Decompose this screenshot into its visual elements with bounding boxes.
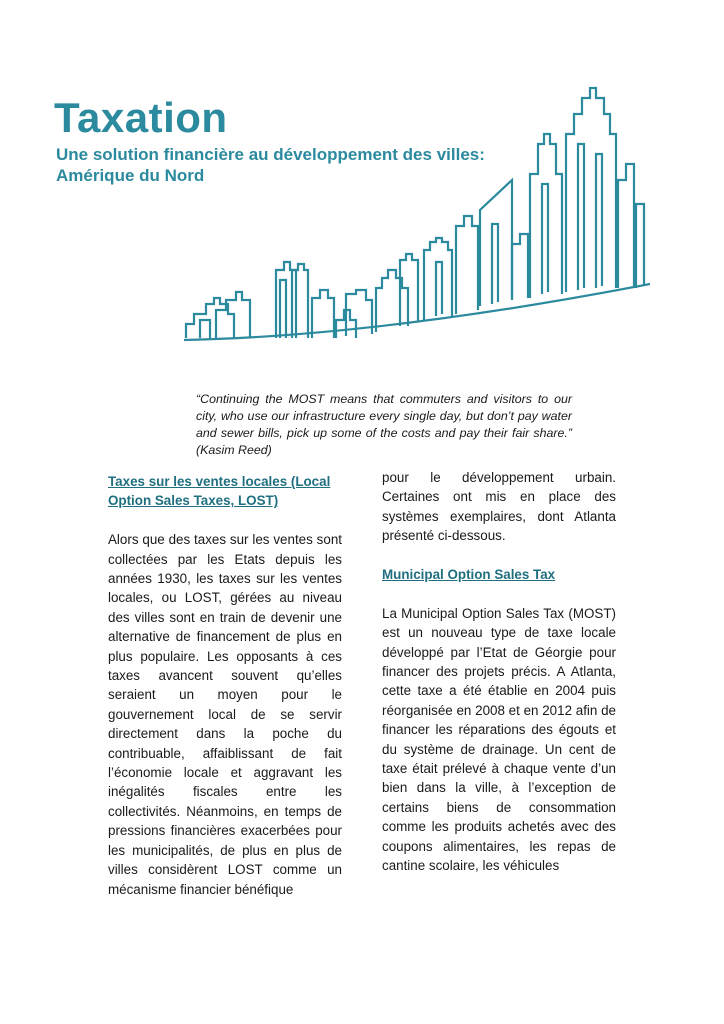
skyline-building bbox=[596, 154, 602, 288]
skyline-building bbox=[200, 320, 210, 338]
pull-quote: “Continuing the MOST means that commuters and visitors to our city, who use our infrastructure every single day, but don’t pay water and sewer bills, pick up some of the costs and pay their fair share.” (Kasim Reed) bbox=[196, 392, 572, 457]
skyline-building bbox=[566, 88, 616, 292]
section-heading-most: Municipal Option Sales Tax bbox=[382, 567, 556, 583]
skyline-building bbox=[542, 184, 548, 294]
left-column bbox=[108, 472, 342, 899]
skyline-building bbox=[480, 180, 512, 306]
skyline-building bbox=[636, 204, 644, 288]
skyline-building bbox=[424, 238, 452, 320]
body-paragraph-continued: pour le développement urbain. Certaines ont mis en place des systèmes exemplaires, dont Atlanta présenté ci-dessous. bbox=[382, 470, 616, 544]
right-column bbox=[382, 468, 616, 876]
skyline-building bbox=[292, 264, 308, 338]
body-paragraph: La Municipal Option Sales Tax (MOST) est un nouveau type de taxe locale développé par l’Etat de Géorgie pour financer des projets précis. A Atlanta, cette taxe a été établie en 2004 puis réorganisée en 2008 et en 2012 afin de financer les réparations des égouts et du système de drainage. Un cent de taxe était prélevé à chaque vente d’un bien dans la ville, à l’exception de certains biens de consommation comme les produits achetés avec des coupons alimentaires, les repas de cantine scolaire, les véhicules bbox=[382, 605, 616, 874]
skyline-building bbox=[492, 224, 498, 304]
skyline-building bbox=[530, 134, 562, 298]
section-heading-lost: Taxes sur les ventes locales (Local Option Sales Taxes, LOST) bbox=[108, 474, 331, 509]
skyline-building bbox=[618, 164, 634, 288]
page-subtitle: Une solution financière au développement des villes: Amérique du Nord bbox=[56, 145, 485, 185]
skyline-building bbox=[280, 280, 286, 338]
skyline-building bbox=[512, 234, 528, 300]
skyline-building bbox=[578, 144, 584, 290]
skyline-building bbox=[456, 216, 478, 314]
city-skyline-illustration bbox=[180, 74, 650, 344]
page-title: Taxation bbox=[54, 94, 228, 141]
skyline-building bbox=[436, 262, 442, 316]
body-paragraph: Alors que des taxes sur les ventes sont collectées par les Etats depuis les années 1930, les taxes sur les ventes locales, ou LOST, gérées au niveau des villes sont en train de devenir une alternative de financement de plus en plus populaire. Les opposants à ces taxes avancent souvent qu’elles seraient un moyen pour le gouvernement local de se servir directement dans la poche du contribuable, affaiblissant de fait l’économie locale et aggravant les inégalités fiscales entre les collectivités. Néanmoins, en temps de pressions financières exacerbées pour les municipalités, de plus en plus de villes considèrent LOST comme un mécanisme financier bénéfique bbox=[108, 532, 342, 897]
